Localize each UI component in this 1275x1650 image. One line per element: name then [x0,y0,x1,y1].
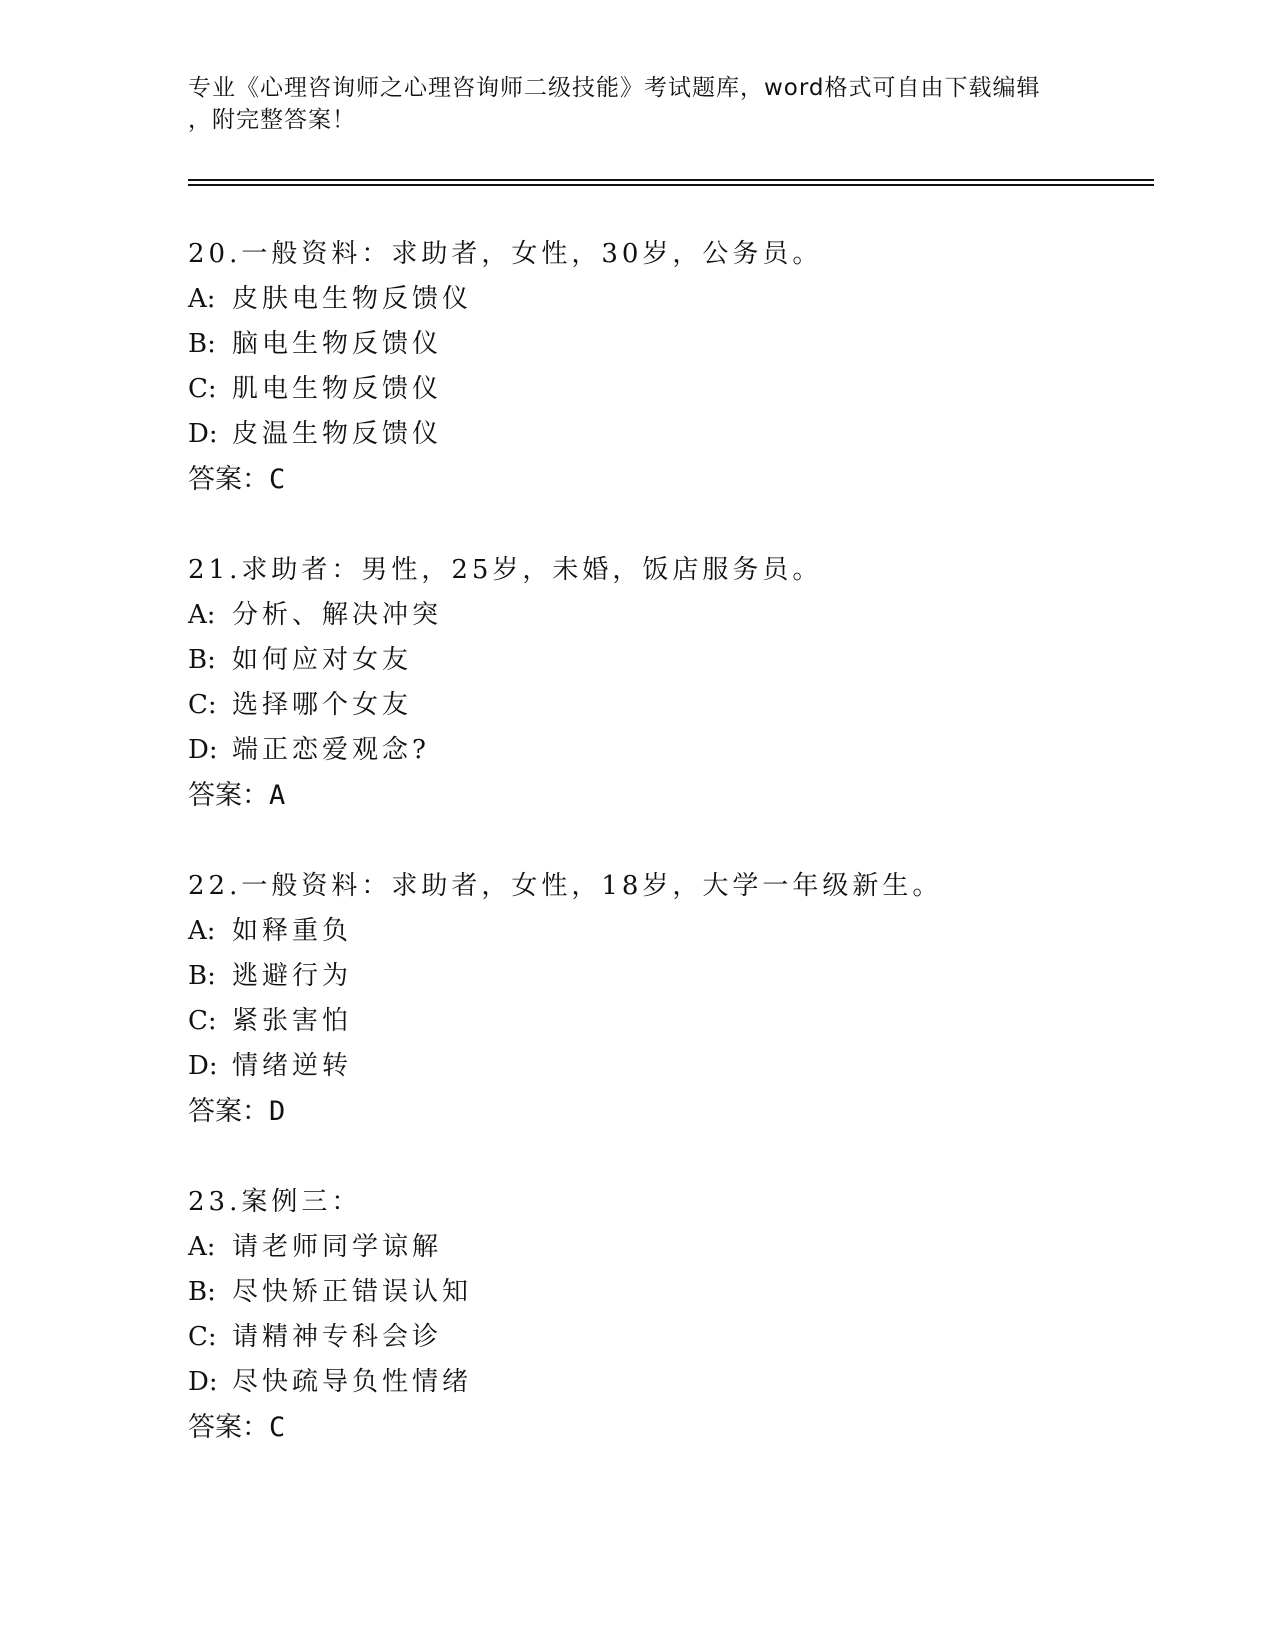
option-letter: D: [188,1367,218,1397]
option-b [188,1270,1088,1315]
option-text: 肌电生物反馈仪 [232,374,443,404]
option-letter: D: [188,735,218,765]
option-letter: B: [188,645,216,675]
option-text: 请老师同学谅解 [232,1232,443,1262]
answer-line [188,1405,1088,1450]
option-d [188,1044,1088,1089]
option-text: 如释重负 [232,916,353,946]
option-c [188,999,1088,1044]
option-letter: A: [188,284,216,314]
option-d [188,412,1088,457]
option-c [188,367,1088,412]
header-divider-top [188,179,1154,181]
option-b [188,954,1088,999]
option-a [188,1225,1088,1270]
option-text: 皮肤电生物反馈仪 [232,284,473,314]
option-letter: C: [188,1006,217,1036]
answer-value: C [269,1412,286,1443]
answer-line [188,457,1088,502]
header-line-1: 专业《心理咨询师之心理咨询师二级技能》考试题库，word格式可自由下载编辑 [188,75,1041,101]
option-letter: B: [188,329,216,359]
option-text: 紧张害怕 [232,1006,353,1036]
option-text: 端正恋爱观念? [232,735,430,765]
option-b [188,638,1088,683]
answer-label: 答案： [188,1096,269,1127]
question-title: 22.一般资料：求助者，女性，18岁，大学一年级新生。 [188,871,943,901]
option-d [188,1360,1088,1405]
question-20 [188,232,1088,502]
option-letter: C: [188,690,217,720]
option-letter: A: [188,916,216,946]
option-letter: A: [188,1232,216,1262]
option-letter: B: [188,1277,216,1307]
answer-value: A [269,780,286,811]
document-header [188,72,1088,136]
option-text: 尽快疏导负性情绪 [232,1367,473,1397]
option-a [188,593,1088,638]
option-text: 皮温生物反馈仪 [232,419,443,449]
option-text: 尽快矫正错误认知 [232,1277,473,1307]
option-text: 分析、解决冲突 [232,600,443,630]
option-letter: A: [188,600,216,630]
header-divider-bottom [188,184,1154,186]
option-text: 情绪逆转 [232,1051,353,1081]
option-c [188,683,1088,728]
option-text: 脑电生物反馈仪 [232,329,443,359]
answer-value: C [269,464,286,495]
option-letter: D: [188,1051,218,1081]
option-letter: B: [188,961,216,991]
answer-label: 答案： [188,780,269,811]
option-b [188,322,1088,367]
answer-line [188,773,1088,818]
question-21 [188,548,1088,818]
question-23 [188,1180,1088,1450]
option-d [188,728,1088,773]
option-a [188,909,1088,954]
question-title: 21.求助者：男性，25岁，未婚，饭店服务员。 [188,555,823,585]
answer-line [188,1089,1088,1134]
option-letter: C: [188,1322,217,1352]
option-c [188,1315,1088,1360]
question-title: 20.一般资料：求助者，女性，30岁，公务员。 [188,239,823,269]
question-title: 23.案例三： [188,1187,362,1217]
option-a [188,277,1088,322]
option-text: 如何应对女友 [232,645,413,675]
option-text: 逃避行为 [232,961,353,991]
answer-label: 答案： [188,464,269,495]
answer-label: 答案： [188,1412,269,1443]
option-letter: C: [188,374,217,404]
option-letter: D: [188,419,218,449]
answer-value: D [269,1096,286,1127]
header-line-2: ，附完整答案！ [188,107,356,133]
option-text: 请精神专科会诊 [232,1322,443,1352]
option-text: 选择哪个女友 [232,690,413,720]
question-22 [188,864,1088,1134]
